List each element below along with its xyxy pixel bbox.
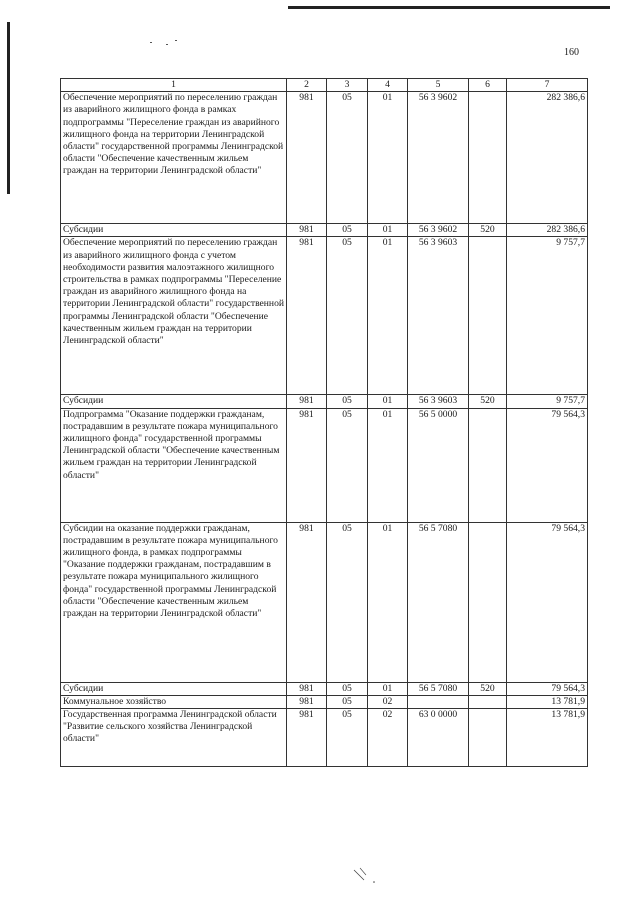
table-row (61, 408, 588, 522)
top-scan-rule (288, 6, 610, 9)
budget-table (60, 78, 588, 767)
row-amount: 9 757,7 (507, 237, 588, 395)
table-row (61, 395, 588, 408)
row-target-code: 56 3 9603 (408, 237, 469, 395)
row-expense-type: 520 (469, 395, 507, 408)
table-row (61, 224, 588, 237)
row-expense-type (469, 92, 507, 224)
table-row (61, 695, 588, 708)
row-name: Субсидии (61, 682, 287, 695)
row-subsection-code: 02 (368, 695, 408, 708)
row-ministry-code: 981 (287, 695, 327, 708)
row-section-code: 05 (327, 408, 368, 522)
table-row (61, 682, 588, 695)
row-subsection-code: 01 (368, 224, 408, 237)
header-col-4: 4 (368, 79, 408, 92)
row-name: Обеспечение мероприятий по переселению граждан из аварийного жилищного фонда в рамках подпрограммы "Переселение граждан из аварийного жилищного фонда на территории Ленинградской области" государственной программы Ленинградской области "Обеспечение качественным жильем граждан на территории Ленинградской области" (61, 92, 287, 224)
header-row (61, 79, 588, 92)
row-expense-type (469, 709, 507, 767)
table-row (61, 709, 588, 767)
row-name: Государственная программа Ленинградской области "Развитие сельского хозяйства Ленинградской области" (61, 709, 287, 767)
row-expense-type (469, 237, 507, 395)
row-section-code: 05 (327, 682, 368, 695)
row-name: Коммунальное хозяйство (61, 695, 287, 708)
row-subsection-code: 02 (368, 709, 408, 767)
row-target-code: 63 0 0000 (408, 709, 469, 767)
table-row (61, 237, 588, 395)
row-name: Субсидии (61, 395, 287, 408)
row-target-code: 56 5 7080 (408, 522, 469, 682)
scan-artifact-mark (350, 866, 380, 886)
row-expense-type (469, 408, 507, 522)
row-subsection-code: 01 (368, 408, 408, 522)
header-col-5: 5 (408, 79, 469, 92)
row-amount: 9 757,7 (507, 395, 588, 408)
row-section-code: 05 (327, 709, 368, 767)
row-name: Субсидии на оказание поддержки гражданам, пострадавшим в результате пожара муниципального жилищного фонда, в рамках подпрограммы "Оказание поддержки гражданам, пострадавшим в результате пожара муниципального жилищного фонда" государственной программы Ленинградской области "Обеспечение качественным жильем граждан на территории Ленинградской области" (61, 522, 287, 682)
row-subsection-code: 01 (368, 522, 408, 682)
row-name: Субсидии (61, 224, 287, 237)
row-ministry-code: 981 (287, 92, 327, 224)
scan-speck (150, 42, 152, 43)
row-section-code: 05 (327, 237, 368, 395)
header-col-2: 2 (287, 79, 327, 92)
row-expense-type: 520 (469, 224, 507, 237)
row-ministry-code: 981 (287, 395, 327, 408)
row-target-code: 56 3 9603 (408, 395, 469, 408)
table-row (61, 522, 588, 682)
row-section-code: 05 (327, 395, 368, 408)
row-name: Обеспечение мероприятий по переселению граждан из аварийного жилищного фонда с учетом необходимости развития малоэтажного жилищного строительства в рамках подпрограммы "Переселение граждан из аварийного жилищного фонда на территории Ленинградской области" государственной программы Ленинградской области "Обеспечение качественным жильем граждан на территории Ленинградской области" (61, 237, 287, 395)
scan-speck (166, 44, 168, 45)
row-expense-type: 520 (469, 682, 507, 695)
table-row (61, 92, 588, 224)
row-subsection-code: 01 (368, 395, 408, 408)
row-ministry-code: 981 (287, 709, 327, 767)
row-ministry-code: 981 (287, 408, 327, 522)
row-amount: 79 564,3 (507, 408, 588, 522)
row-target-code: 56 3 9602 (408, 224, 469, 237)
row-amount: 282 386,6 (507, 224, 588, 237)
header-col-6: 6 (469, 79, 507, 92)
row-name: Подпрограмма "Оказание поддержки гражданам, пострадавшим в результате пожара муниципального жилищного фонда" государственной программы Ленинградской области "Обеспечение качественным жильем граждан на территории Ленинградской области" (61, 408, 287, 522)
row-section-code: 05 (327, 522, 368, 682)
row-target-code: 56 5 7080 (408, 682, 469, 695)
left-scan-rule (7, 22, 10, 194)
row-ministry-code: 981 (287, 522, 327, 682)
row-ministry-code: 981 (287, 237, 327, 395)
row-ministry-code: 981 (287, 224, 327, 237)
row-amount: 79 564,3 (507, 682, 588, 695)
row-target-code: 56 5 0000 (408, 408, 469, 522)
row-section-code: 05 (327, 224, 368, 237)
row-subsection-code: 01 (368, 92, 408, 224)
header-col-3: 3 (327, 79, 368, 92)
scan-speck (175, 40, 177, 41)
row-expense-type (469, 522, 507, 682)
header-col-7: 7 (507, 79, 588, 92)
row-section-code: 05 (327, 92, 368, 224)
row-amount: 79 564,3 (507, 522, 588, 682)
row-amount: 13 781,9 (507, 695, 588, 708)
row-section-code: 05 (327, 695, 368, 708)
row-subsection-code: 01 (368, 237, 408, 395)
row-target-code (408, 695, 469, 708)
row-amount: 282 386,6 (507, 92, 588, 224)
row-amount: 13 781,9 (507, 709, 588, 767)
page-number: 160 (564, 47, 579, 58)
row-ministry-code: 981 (287, 682, 327, 695)
header-col-1: 1 (61, 79, 287, 92)
row-subsection-code: 01 (368, 682, 408, 695)
row-target-code: 56 3 9602 (408, 92, 469, 224)
row-expense-type (469, 695, 507, 708)
